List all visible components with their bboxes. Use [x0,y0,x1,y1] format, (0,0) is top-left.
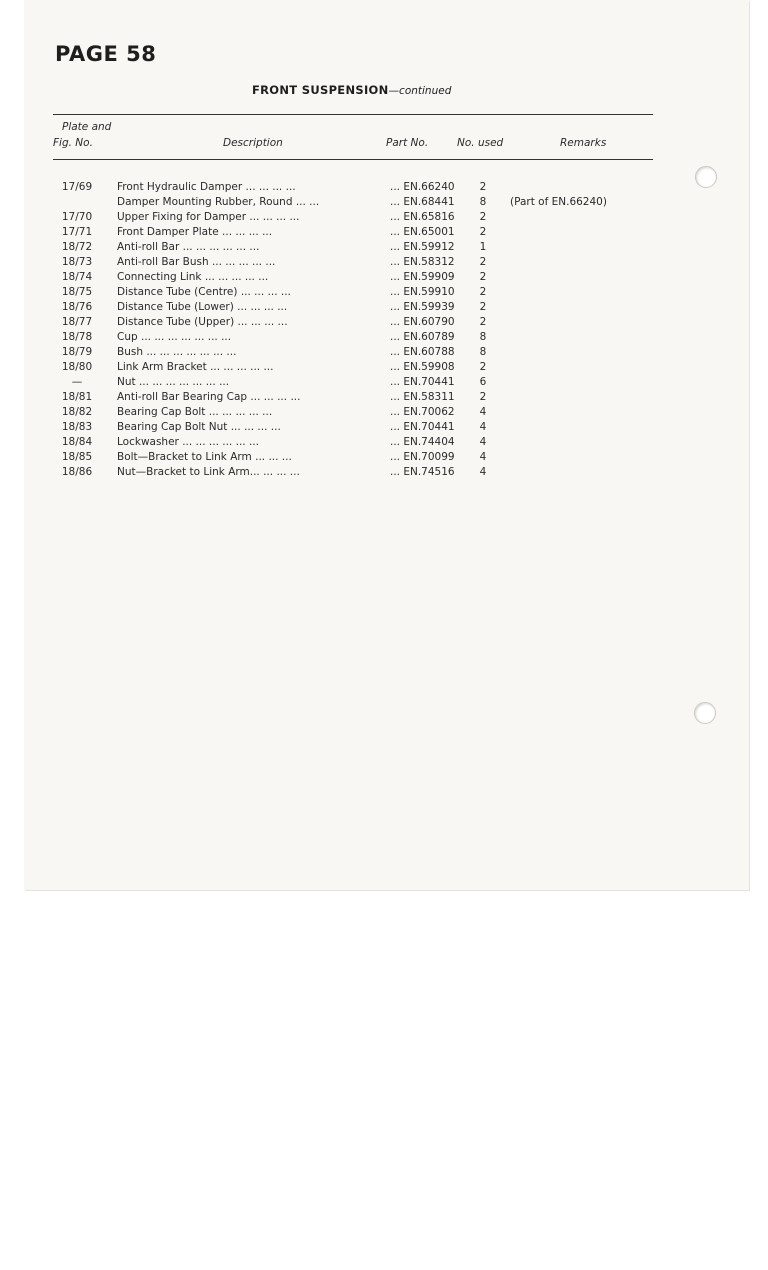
table-row [24,435,749,450]
remarks-cell: (Part of EN.66240) [510,196,607,208]
table-row [24,345,749,360]
fig-no-cell: 18/80 [61,361,93,373]
fig-no-cell: 18/82 [61,406,93,418]
document-page [24,0,749,890]
part-no-cell: ... EN.58311 [390,391,455,403]
header-remarks: Remarks [560,137,607,149]
table-row [24,375,749,390]
fig-no-cell: 18/72 [61,241,93,253]
fig-no-cell: 18/79 [61,346,93,358]
header-top-rule [53,114,653,115]
table-row [24,465,749,480]
table-row [24,195,749,210]
fig-no-cell: 18/86 [61,466,93,478]
part-no-cell: ... EN.59908 [390,361,455,373]
table-row [24,405,749,420]
no-used-cell: 4 [479,406,487,418]
no-used-cell: 4 [479,421,487,433]
description-cell: Distance Tube (Centre) ... ... ... ... [117,286,291,298]
table-row [24,225,749,240]
no-used-cell: 2 [479,361,487,373]
table-row [24,360,749,375]
description-cell: Upper Fixing for Damper ... ... ... ... [117,211,300,223]
part-no-cell: ... EN.70441 [390,376,455,388]
no-used-cell: 2 [479,226,487,238]
description-cell: Bolt—Bracket to Link Arm ... ... ... [117,451,292,463]
no-used-cell: 2 [479,256,487,268]
header-plate: Plate and [62,121,112,133]
section-continued: —continued [388,85,452,97]
part-no-cell: ... EN.70099 [390,451,455,463]
fig-no-cell: 18/77 [61,316,93,328]
table-row [24,450,749,465]
table-row [24,180,749,195]
part-no-cell: ... EN.70441 [390,421,455,433]
no-used-cell: 1 [479,241,487,253]
header-bottom-rule [53,159,653,160]
description-cell: Cup ... ... ... ... ... ... ... [117,331,232,343]
description-cell: Bush ... ... ... ... ... ... ... [117,346,237,358]
no-used-cell: 2 [479,391,487,403]
header-part-no: Part No. [386,137,429,149]
table-row [24,300,749,315]
table-row [24,390,749,405]
part-no-cell: ... EN.60790 [390,316,455,328]
no-used-cell: 8 [479,331,487,343]
part-no-cell: ... EN.74404 [390,436,455,448]
part-no-cell: ... EN.66240 [390,181,455,193]
description-cell: Anti-roll Bar Bush ... ... ... ... ... [117,256,276,268]
table-row [24,315,749,330]
part-no-cell: ... EN.68441 [390,196,455,208]
part-no-cell: ... EN.59912 [390,241,455,253]
part-no-cell: ... EN.59939 [390,301,455,313]
no-used-cell: 4 [479,436,487,448]
part-no-cell: ... EN.58312 [390,256,455,268]
no-used-cell: 2 [479,271,487,283]
no-used-cell: 4 [479,466,487,478]
description-cell: Front Hydraulic Damper ... ... ... ... [117,181,296,193]
part-no-cell: ... EN.59910 [390,286,455,298]
header-description: Description [223,137,283,149]
no-used-cell: 2 [479,181,487,193]
description-cell: Anti-roll Bar ... ... ... ... ... ... [117,241,260,253]
table-row [24,255,749,270]
table-row [24,210,749,225]
description-cell: Distance Tube (Lower) ... ... ... ... [117,301,288,313]
fig-no-cell: — [71,376,83,388]
fig-no-cell: 18/83 [61,421,93,433]
fig-no-cell: 18/73 [61,256,93,268]
table-row [24,285,749,300]
part-no-cell: ... EN.74516 [390,466,455,478]
no-used-cell: 4 [479,451,487,463]
punch-hole-bottom [694,702,716,724]
fig-no-cell: 18/81 [61,391,93,403]
no-used-cell: 8 [479,346,487,358]
part-no-cell: ... EN.70062 [390,406,455,418]
description-cell: Anti-roll Bar Bearing Cap ... ... ... ... [117,391,301,403]
fig-no-cell: 18/85 [61,451,93,463]
description-cell: Distance Tube (Upper) ... ... ... ... [117,316,288,328]
section-title-text: FRONT SUSPENSION [252,83,389,97]
description-cell: Bearing Cap Bolt ... ... ... ... ... [117,406,273,418]
fig-no-cell: 18/75 [61,286,93,298]
fig-no-cell: 18/84 [61,436,93,448]
description-cell: Connecting Link ... ... ... ... ... [117,271,269,283]
part-no-cell: ... EN.59909 [390,271,455,283]
part-no-cell: ... EN.65816 [390,211,455,223]
description-cell: Nut ... ... ... ... ... ... ... [117,376,230,388]
fig-no-cell: 17/69 [61,181,93,193]
fig-no-cell: 17/71 [61,226,93,238]
description-cell: Bearing Cap Bolt Nut ... ... ... ... [117,421,281,433]
part-no-cell: ... EN.65001 [390,226,455,238]
description-cell: Lockwasher ... ... ... ... ... ... [117,436,259,448]
fig-no-cell: 18/78 [61,331,93,343]
fig-no-cell: 18/74 [61,271,93,283]
table-row [24,420,749,435]
fig-no-cell: 18/76 [61,301,93,313]
part-no-cell: ... EN.60789 [390,331,455,343]
parts-table-body [24,180,749,480]
table-row [24,240,749,255]
no-used-cell: 2 [479,211,487,223]
no-used-cell: 2 [479,316,487,328]
no-used-cell: 2 [479,301,487,313]
page-number: PAGE 58 [55,42,157,66]
punch-hole-top [695,166,717,188]
description-cell: Nut—Bracket to Link Arm... ... ... ... [117,466,300,478]
no-used-cell: 2 [479,286,487,298]
part-no-cell: ... EN.60788 [390,346,455,358]
section-title [252,83,451,97]
header-fig-no: Fig. No. [53,137,93,149]
no-used-cell: 8 [479,196,487,208]
description-cell: Front Damper Plate ... ... ... ... [117,226,273,238]
header-no-used: No. used [457,137,504,149]
table-row [24,270,749,285]
description-cell: Link Arm Bracket ... ... ... ... ... [117,361,274,373]
table-row [24,330,749,345]
no-used-cell: 6 [479,376,487,388]
description-cell: Damper Mounting Rubber, Round ... ... [117,196,320,208]
fig-no-cell: 17/70 [61,211,93,223]
